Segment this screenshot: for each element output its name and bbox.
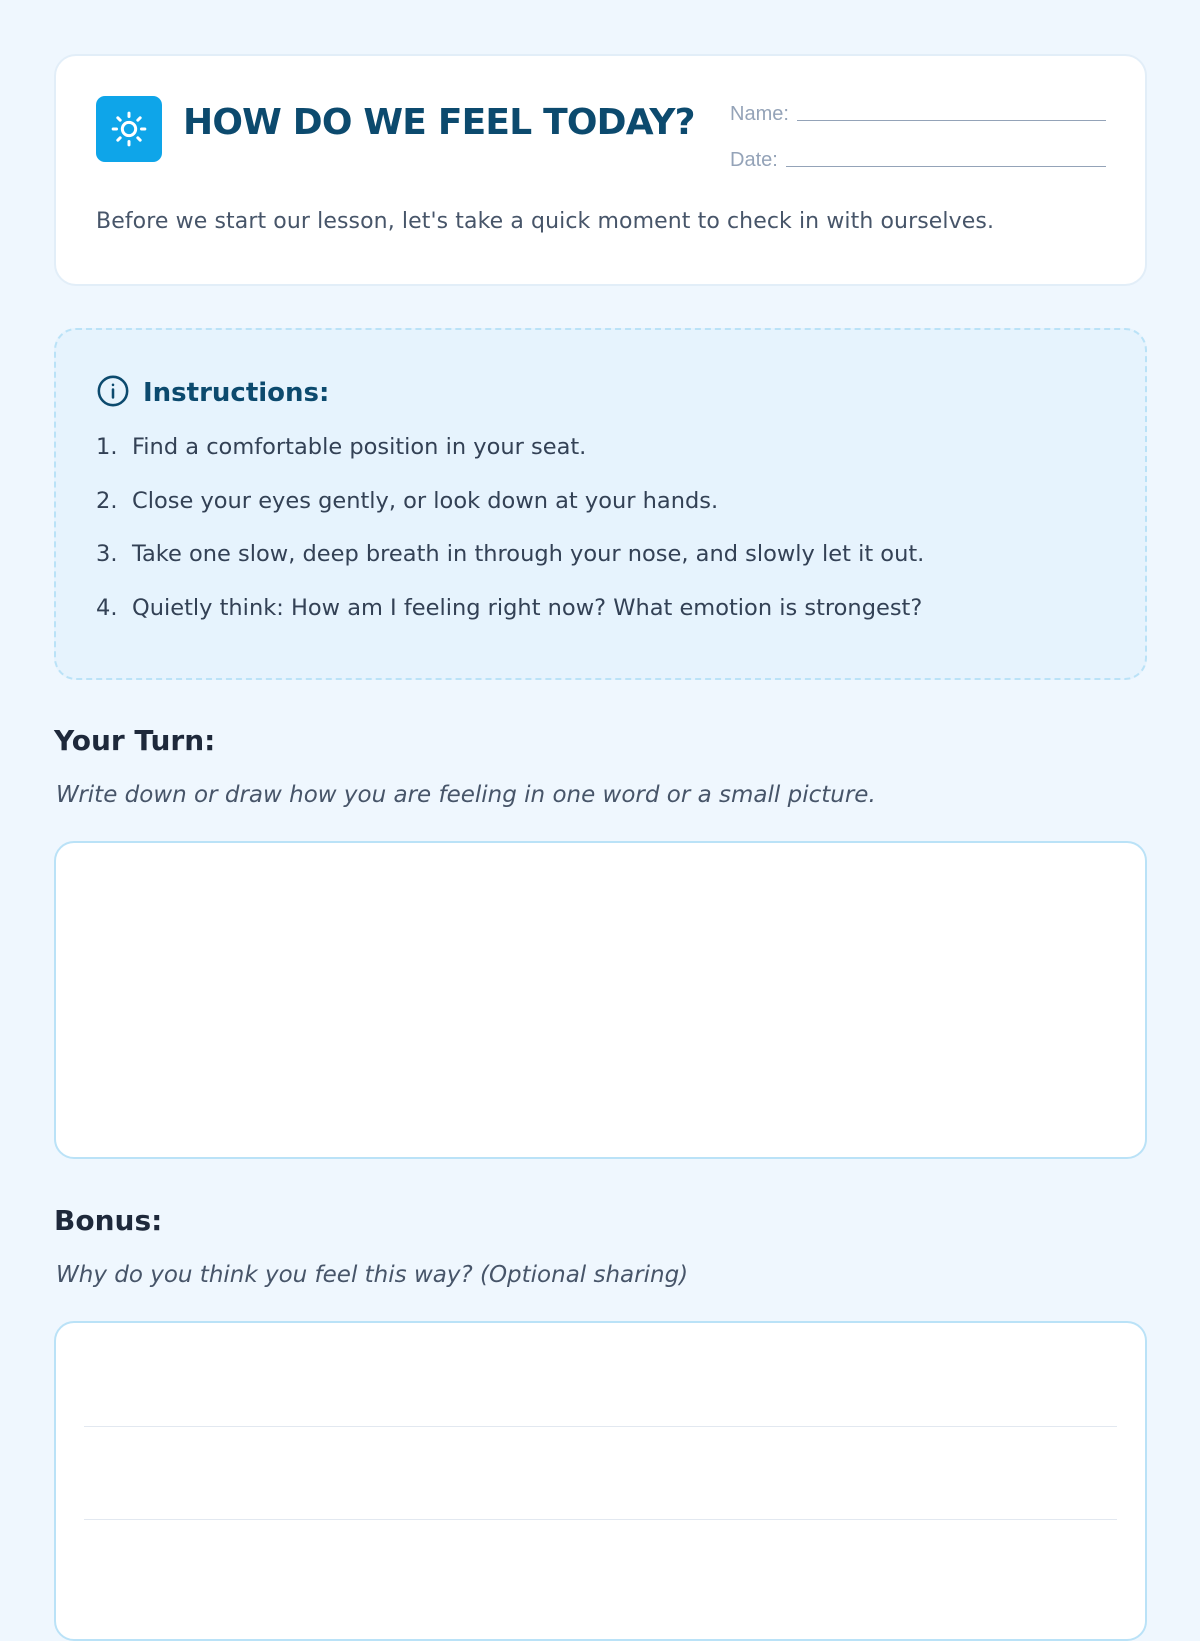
info-icon — [96, 374, 130, 412]
date-blank-line[interactable] — [786, 166, 1106, 167]
step-number: 4. — [96, 594, 118, 621]
instruction-step — [96, 595, 924, 649]
instructions-card — [54, 328, 1147, 680]
name-label: Name: — [730, 103, 789, 125]
name-field[interactable] — [730, 96, 1106, 126]
writing-line — [84, 1519, 1117, 1520]
student-fields — [730, 96, 1106, 188]
name-blank-line[interactable] — [797, 120, 1106, 121]
instruction-steps — [96, 434, 924, 648]
instruction-step — [96, 488, 924, 542]
instruction-step — [96, 541, 924, 595]
step-text: Quietly think: How am I feeling right now? What emotion is strongest? — [132, 594, 923, 621]
step-text: Take one slow, deep breath in through your nose, and slowly let it out. — [132, 541, 925, 567]
instructions-heading — [96, 374, 329, 412]
bonus-answer-box[interactable] — [54, 1321, 1147, 1641]
instruction-step — [96, 434, 924, 488]
date-label: Date: — [730, 149, 778, 171]
your-turn-title: Your Turn: — [54, 724, 216, 757]
instructions-title: Instructions: — [143, 378, 330, 408]
step-text: Close your eyes gently, or look down at your hands. — [132, 487, 719, 514]
your-turn-hint: Write down or draw how you are feeling in one word or a small picture. — [56, 782, 876, 808]
worksheet — [54, 54, 1147, 1288]
date-field[interactable] — [730, 142, 1106, 172]
bonus-title: Bonus: — [54, 1204, 163, 1237]
step-number: 2. — [96, 487, 118, 514]
header-card — [54, 54, 1147, 286]
bonus-hint: Why do you think you feel this way? (Optional sharing) — [56, 1262, 689, 1288]
writing-line — [84, 1426, 1117, 1427]
step-text: Find a comfortable position in your seat. — [132, 434, 587, 460]
step-number: 1. — [96, 434, 118, 460]
step-number: 3. — [96, 541, 118, 567]
feeling-drawing-box[interactable] — [54, 841, 1147, 1159]
page-title: HOW DO WE FEEL TODAY? — [183, 102, 695, 143]
intro-text: Before we start our lesson, let's take a quick moment to check in with ourselves. — [96, 209, 995, 234]
sun-icon — [96, 96, 162, 162]
